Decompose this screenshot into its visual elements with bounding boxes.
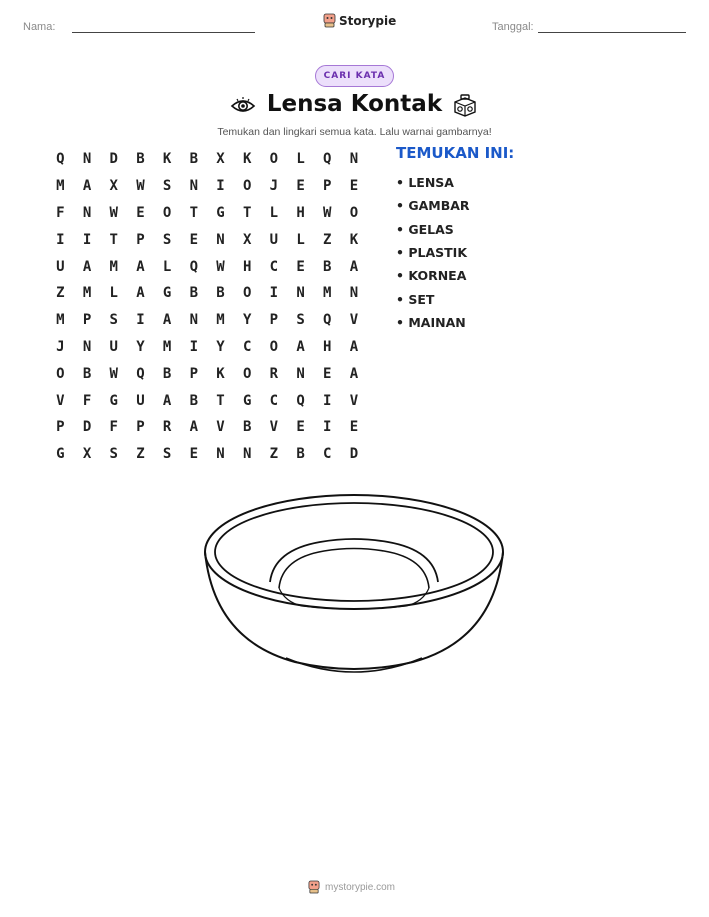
grid-cell[interactable]: Y xyxy=(136,338,145,355)
word-list xyxy=(396,171,470,334)
word-list-item: • PLASTIK xyxy=(396,245,468,261)
grid-cell[interactable]: N xyxy=(296,365,305,382)
grid-cell[interactable]: J xyxy=(269,178,279,195)
grid-cell[interactable]: C xyxy=(269,392,279,409)
grid-cell[interactable]: C xyxy=(323,446,332,463)
grid-cell[interactable]: B xyxy=(162,365,172,382)
grid-cell[interactable]: M xyxy=(162,338,172,355)
grid-cell[interactable]: T xyxy=(242,204,252,221)
grid-cell[interactable]: G xyxy=(162,285,172,302)
grid-cell[interactable]: L xyxy=(162,258,172,275)
grid-cell[interactable]: O xyxy=(242,178,252,195)
storypie-mascot-icon xyxy=(308,880,320,894)
grid-cell[interactable]: L xyxy=(296,151,305,168)
grid-cell[interactable]: B xyxy=(189,285,198,302)
grid-cell[interactable]: E xyxy=(323,365,332,382)
grid-cell[interactable]: P xyxy=(136,419,145,436)
grid-cell[interactable]: M xyxy=(56,178,65,195)
grid-cell[interactable]: A xyxy=(162,392,172,409)
grid-cell[interactable]: E xyxy=(189,446,198,463)
grid-cell[interactable]: A xyxy=(349,258,359,275)
grid-cell[interactable]: T xyxy=(109,231,118,248)
grid-cell[interactable]: A xyxy=(82,258,92,275)
grid-cell[interactable]: Z xyxy=(323,231,332,248)
grid-row xyxy=(47,334,367,361)
grid-cell[interactable]: A xyxy=(82,178,92,195)
grid-cell[interactable]: O xyxy=(349,204,359,221)
word-list-title: TEMUKAN INI: xyxy=(396,144,515,162)
grid-cell[interactable]: L xyxy=(296,231,305,248)
grid-cell[interactable]: E xyxy=(296,258,305,275)
grid-cell[interactable]: K xyxy=(216,365,225,382)
grid-cell[interactable]: I xyxy=(82,231,92,248)
grid-cell[interactable]: Q xyxy=(189,258,198,275)
grid-row xyxy=(47,253,367,280)
bowl-illustration[interactable] xyxy=(200,490,510,685)
grid-cell[interactable]: N xyxy=(216,446,225,463)
grid-cell[interactable]: I xyxy=(56,231,65,248)
grid-cell[interactable]: A xyxy=(189,419,198,436)
grid-cell[interactable]: Q xyxy=(323,151,332,168)
grid-cell[interactable]: L xyxy=(109,285,118,302)
grid-cell[interactable]: F xyxy=(56,204,65,221)
grid-cell[interactable]: A xyxy=(136,285,145,302)
grid-cell[interactable]: B xyxy=(82,365,92,382)
grid-row xyxy=(47,226,367,253)
grid-cell[interactable]: B xyxy=(323,258,332,275)
grid-cell[interactable]: G xyxy=(109,392,118,409)
grid-cell[interactable]: P xyxy=(269,312,279,329)
grid-cell[interactable]: I xyxy=(323,392,332,409)
grid-row xyxy=(47,307,367,334)
grid-row xyxy=(47,441,367,468)
grid-cell[interactable]: P xyxy=(82,312,92,329)
grid-cell[interactable]: H xyxy=(242,258,252,275)
grid-cell[interactable]: O xyxy=(242,285,252,302)
grid-cell[interactable]: R xyxy=(269,365,279,382)
grid-cell[interactable]: S xyxy=(109,446,118,463)
name-label: Nama: xyxy=(23,21,56,33)
grid-cell[interactable]: Z xyxy=(269,446,279,463)
grid-cell[interactable]: S xyxy=(162,446,172,463)
grid-cell[interactable]: N xyxy=(216,231,225,248)
word-list-item: • LENSA xyxy=(396,175,454,191)
grid-cell[interactable]: X xyxy=(82,446,92,463)
grid-cell[interactable]: K xyxy=(242,151,252,168)
grid-cell[interactable]: E xyxy=(296,419,305,436)
grid-cell[interactable]: P xyxy=(136,231,145,248)
grid-cell[interactable]: W xyxy=(136,178,145,195)
grid-cell[interactable]: O xyxy=(162,204,172,221)
grid-cell[interactable]: N xyxy=(189,312,198,329)
grid-cell[interactable]: V xyxy=(349,312,359,329)
grid-cell[interactable]: J xyxy=(56,338,65,355)
grid-cell[interactable]: U xyxy=(136,392,145,409)
grid-cell[interactable]: O xyxy=(269,338,279,355)
grid-cell[interactable]: A xyxy=(296,338,305,355)
grid-cell[interactable]: B xyxy=(136,151,145,168)
grid-cell[interactable]: X xyxy=(109,178,118,195)
grid-cell[interactable]: K xyxy=(349,231,359,248)
grid-cell[interactable]: I xyxy=(189,338,198,355)
grid-cell[interactable]: D xyxy=(109,151,118,168)
grid-cell[interactable]: E xyxy=(349,178,359,195)
grid-cell[interactable]: M xyxy=(216,312,225,329)
grid-cell[interactable]: V xyxy=(56,392,65,409)
grid-cell[interactable]: L xyxy=(269,204,279,221)
grid-row xyxy=(47,200,367,227)
grid-cell[interactable]: M xyxy=(56,312,65,329)
grid-cell[interactable]: E xyxy=(296,178,305,195)
grid-cell[interactable]: A xyxy=(162,312,172,329)
grid-cell[interactable]: S xyxy=(162,178,172,195)
grid-cell[interactable]: C xyxy=(269,258,279,275)
grid-cell[interactable]: W xyxy=(109,365,118,382)
contact-lens-case-icon xyxy=(452,94,478,118)
grid-cell[interactable]: W xyxy=(323,204,332,221)
grid-cell[interactable]: W xyxy=(109,204,118,221)
grid-cell[interactable]: N xyxy=(349,151,359,168)
grid-cell[interactable]: F xyxy=(109,419,118,436)
grid-cell[interactable]: X xyxy=(242,231,252,248)
grid-row xyxy=(47,280,367,307)
word-list-item: • GAMBAR xyxy=(396,198,470,214)
grid-cell[interactable]: E xyxy=(189,231,198,248)
grid-cell[interactable]: F xyxy=(82,392,92,409)
grid-cell[interactable]: E xyxy=(136,204,145,221)
footer-brand xyxy=(308,880,395,894)
grid-cell[interactable]: B xyxy=(216,285,225,302)
brand-name: Storypie xyxy=(339,13,397,28)
page-title: Lensa Kontak xyxy=(266,91,443,117)
grid-cell[interactable]: M xyxy=(323,285,332,302)
grid-cell[interactable]: I xyxy=(269,285,279,302)
grid-cell[interactable]: U xyxy=(109,338,118,355)
grid-cell[interactable]: W xyxy=(216,258,225,275)
grid-cell[interactable]: G xyxy=(56,446,65,463)
grid-cell[interactable]: P xyxy=(56,419,65,436)
instructions: Temukan dan lingkari semua kata. Lalu warnai gambarnya! xyxy=(217,126,492,138)
grid-cell[interactable]: N xyxy=(242,446,252,463)
grid-cell[interactable]: C xyxy=(242,338,252,355)
word-list-item: • GELAS xyxy=(396,221,454,237)
word-list-item: • MAINAN xyxy=(396,314,466,330)
grid-cell[interactable]: S xyxy=(296,312,305,329)
brand-logo xyxy=(323,13,396,28)
grid-cell[interactable]: N xyxy=(82,338,92,355)
grid-cell[interactable]: I xyxy=(323,419,332,436)
grid-row xyxy=(47,414,367,441)
grid-cell[interactable]: Y xyxy=(216,338,225,355)
grid-cell[interactable]: Z xyxy=(56,285,65,302)
grid-cell[interactable]: P xyxy=(189,365,198,382)
storypie-mascot-icon xyxy=(323,13,336,28)
grid-cell[interactable]: A xyxy=(349,365,359,382)
grid-cell[interactable]: B xyxy=(296,446,305,463)
grid-cell[interactable]: T xyxy=(189,204,198,221)
grid-row xyxy=(47,173,367,200)
grid-cell[interactable]: X xyxy=(216,151,225,168)
grid-cell[interactable]: Z xyxy=(136,446,145,463)
grid-cell[interactable]: Y xyxy=(242,312,252,329)
grid-cell[interactable]: I xyxy=(216,178,225,195)
grid-cell[interactable]: N xyxy=(296,285,305,302)
grid-cell[interactable]: A xyxy=(136,258,145,275)
date-line xyxy=(538,32,686,33)
grid-cell[interactable]: N xyxy=(189,178,198,195)
grid-cell[interactable]: O xyxy=(56,365,65,382)
footer-url: mystorypie.com xyxy=(325,881,396,893)
grid-cell[interactable]: Q xyxy=(56,151,65,168)
grid-cell[interactable]: M xyxy=(109,258,118,275)
grid-cell[interactable]: Q xyxy=(296,392,305,409)
word-list-item: • KORNEA xyxy=(396,268,467,284)
grid-cell[interactable]: Q xyxy=(323,312,332,329)
grid-cell[interactable]: G xyxy=(242,392,252,409)
grid-cell[interactable]: G xyxy=(216,204,225,221)
grid-cell[interactable]: O xyxy=(242,365,252,382)
grid-cell[interactable]: N xyxy=(349,285,359,302)
grid-cell[interactable]: N xyxy=(82,151,92,168)
grid-cell[interactable]: O xyxy=(269,151,279,168)
grid-cell[interactable]: D xyxy=(349,446,359,463)
grid-cell[interactable]: M xyxy=(82,285,92,302)
grid-cell[interactable]: Q xyxy=(136,365,145,382)
grid-cell[interactable]: R xyxy=(162,419,172,436)
grid-cell[interactable]: H xyxy=(323,338,332,355)
date-label: Tanggal: xyxy=(492,21,534,33)
grid-cell[interactable]: P xyxy=(323,178,332,195)
grid-cell[interactable]: U xyxy=(56,258,65,275)
grid-cell[interactable]: K xyxy=(162,151,172,168)
grid-cell[interactable]: B xyxy=(189,392,198,409)
grid-cell[interactable]: B xyxy=(189,151,198,168)
grid-cell[interactable]: A xyxy=(349,338,359,355)
grid-cell[interactable]: U xyxy=(269,231,279,248)
grid-row xyxy=(47,387,367,414)
grid-cell[interactable]: H xyxy=(296,204,305,221)
activity-badge: CARI KATA xyxy=(315,65,394,87)
grid-cell[interactable]: T xyxy=(216,392,225,409)
grid-cell[interactable]: E xyxy=(349,419,359,436)
grid-cell[interactable]: V xyxy=(349,392,359,409)
grid-cell[interactable]: S xyxy=(109,312,118,329)
grid-cell[interactable]: D xyxy=(82,419,92,436)
grid-cell[interactable]: N xyxy=(82,204,92,221)
word-list-item: • SET xyxy=(396,291,435,307)
grid-cell[interactable]: I xyxy=(136,312,145,329)
grid-cell[interactable]: V xyxy=(216,419,225,436)
grid-row xyxy=(47,360,367,387)
grid-cell[interactable]: V xyxy=(269,419,279,436)
name-line xyxy=(72,32,255,33)
grid-row xyxy=(47,146,367,173)
grid-cell[interactable]: B xyxy=(242,419,252,436)
grid-cell[interactable]: S xyxy=(162,231,172,248)
word-search-grid[interactable] xyxy=(47,146,367,468)
